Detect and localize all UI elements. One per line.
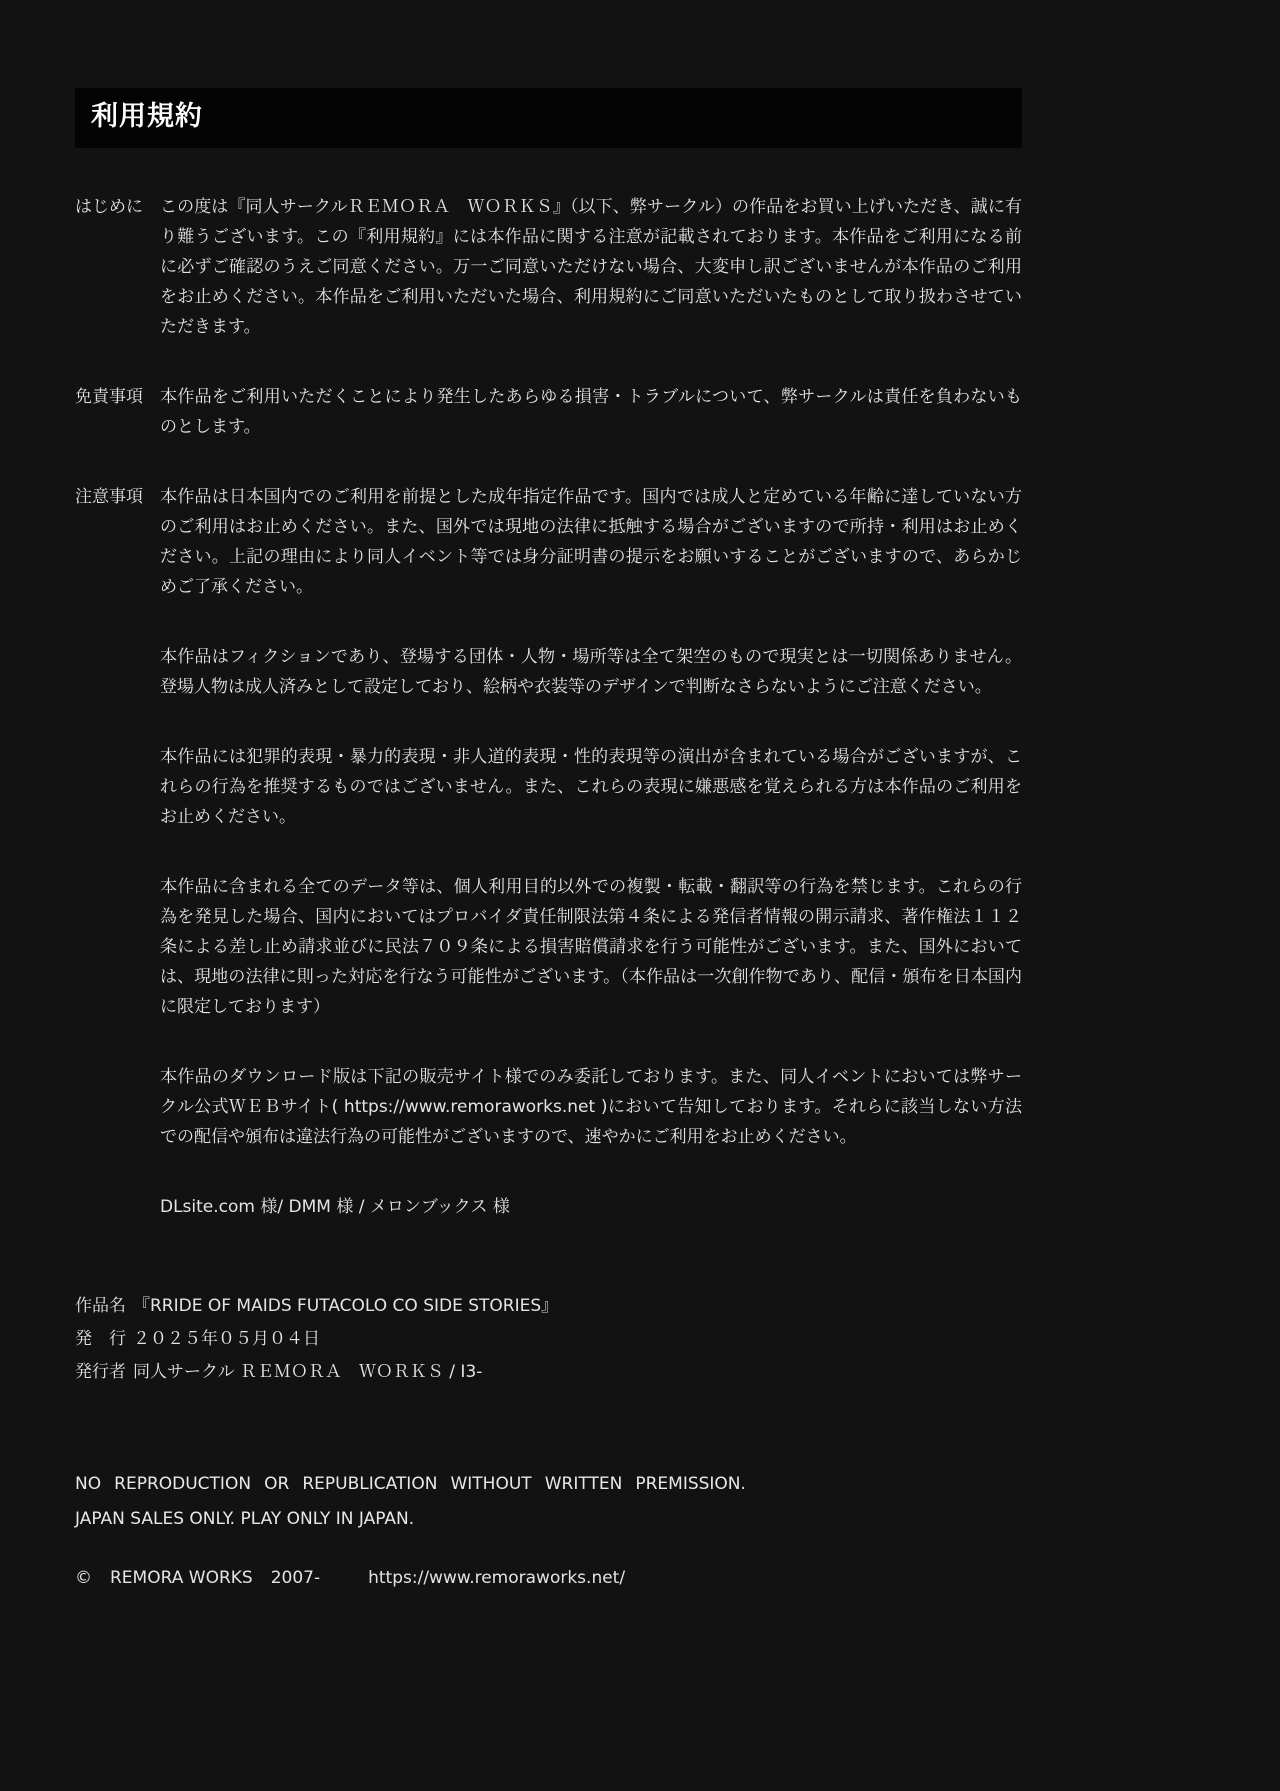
section-disclaimer [75,382,1022,482]
paragraph-expressions: 本作品には犯罪的表現・暴力的表現・非人道的表現・性的表現等の演出が含まれている場合がございますが、これらの行為を推奨するものではございません。また、これらの表現に嫌悪感を覚えられる方は本作品のご利用をお止めください。 [160,747,1022,827]
notice-japan-only: JAPAN SALES ONLY. PLAY ONLY IN JAPAN. [75,1509,415,1529]
section-body-disclaimer [160,382,1022,482]
paragraph-disclaimer: 本作品をご利用いただくことにより発生したあらゆる損害・トラブルについて、弊サークルは責任を負わないものとします。 [160,387,1022,437]
colophon-value-title: 『RRIDE OF MAIDS FUTACOLO CO SIDE STORIES』 [133,1296,559,1316]
copyright-owner: REMORA WORKS [110,1568,253,1588]
paragraph-age-restriction: 本作品は日本国内でのご利用を前提とした成年指定作品です。国内では成人と定めている年齢に達していない方のご利用はお止めください。また、国外では現地の法律に抵触する場合がございますので所持・利用はお止めください。上記の理由により同人イベント等では身分証明書の提示をお願いすることがございますので、あらかじめご了承ください。 [160,487,1022,597]
colophon-label-publisher: 発行者 [75,1362,126,1382]
paragraph-store-list: DLsite.com 様/ DMM 様 / メロンブックス 様 [160,1197,510,1217]
colophon-label-title: 作品名 [75,1296,126,1316]
section-label-disclaimer: 免責事項 [75,387,143,407]
colophon-row-title [75,1290,1022,1323]
colophon-row-publisher [75,1356,1022,1389]
copyright-year: 2007- [270,1568,321,1588]
paragraph-download-distribution: 本作品のダウンロード版は下記の販売サイト様でのみ委託しております。また、同人イベントにおいては弊サークル公式ＷＥＢサイト( https://www.remoraworks.net )において告知しております。それらに該当しない方法での配信や頒布は違法行為の可能性がございますので、速やかにご利用をお止めください。 [160,1067,1022,1147]
page-title: 利用規約 [91,101,203,132]
colophon-row-publication-date [75,1323,1022,1356]
colophon-label-publication-date: 発 行 [75,1329,126,1349]
copyright-line [75,1563,1022,1593]
paragraph-fiction: 本作品はフィクションであり、登場する団体・人物・場所等は全て架空のもので現実とは一切関係ありません。登場人物は成人済みとして設定しており、絵柄や衣装等のデザインで判断なさらないようにご注意ください。 [160,647,1022,697]
english-notice [75,1467,1022,1537]
paragraph-introduction: この度は『同人サークルＲＥＭＯＲＡ ＷＯＲＫＳ』（以下、弊サークル）の作品をお買い上げいただき、誠に有り難うございます。この『利用規約』には本作品に関する注意が記載されております。本作品をご利用になる前に必ずご確認のうえご同意ください。万一ご同意いただけない場合、大変申し訳ございませんが本作品のご利用をお止めください。本作品をご利用いただいた場合、利用規約にご同意いただいたものとして取り扱わさせていただきます。 [160,197,1022,337]
title-bar [75,88,1022,148]
section-label-precautions: 注意事項 [75,487,143,507]
paragraph-copy-prohibition: 本作品に含まれる全てのデータ等は、個人利用目的以外での複製・転載・翻訳等の行為を禁じます。これらの行為を発見した場合、国内においてはプロバイダ責任制限法第４条による発信者情報の開示請求、著作権法１１２条による差し止め請求並びに民法７０９条による損害賠償請求を行う可能性がございます。また、国外においては、現地の法律に則った対応を行なう可能性がございます。（本作品は一次創作物であり、配信・頒布を日本国内に限定しております） [160,877,1022,1017]
colophon-value-publisher: 同人サークル ＲＥＭＯＲＡ ＷＯＲＫＳ / I3- [133,1362,483,1382]
section-introduction [75,192,1022,382]
copyright-symbol: © [75,1568,92,1588]
copyright-url: https://www.remoraworks.net/ [368,1568,626,1588]
notice-no-reproduction: NO REPRODUCTION OR REPUBLICATION WITHOUT WRITTEN PREMISSION. [75,1474,746,1494]
colophon-value-publication-date: ２０２５年０５月０４日 [133,1329,320,1349]
section-label-introduction: はじめに [75,197,143,217]
terms-content [75,192,1022,1593]
colophon [75,1290,1022,1389]
section-body-precautions [160,482,1022,1262]
section-body-introduction [160,192,1022,382]
section-precautions [75,482,1022,1262]
